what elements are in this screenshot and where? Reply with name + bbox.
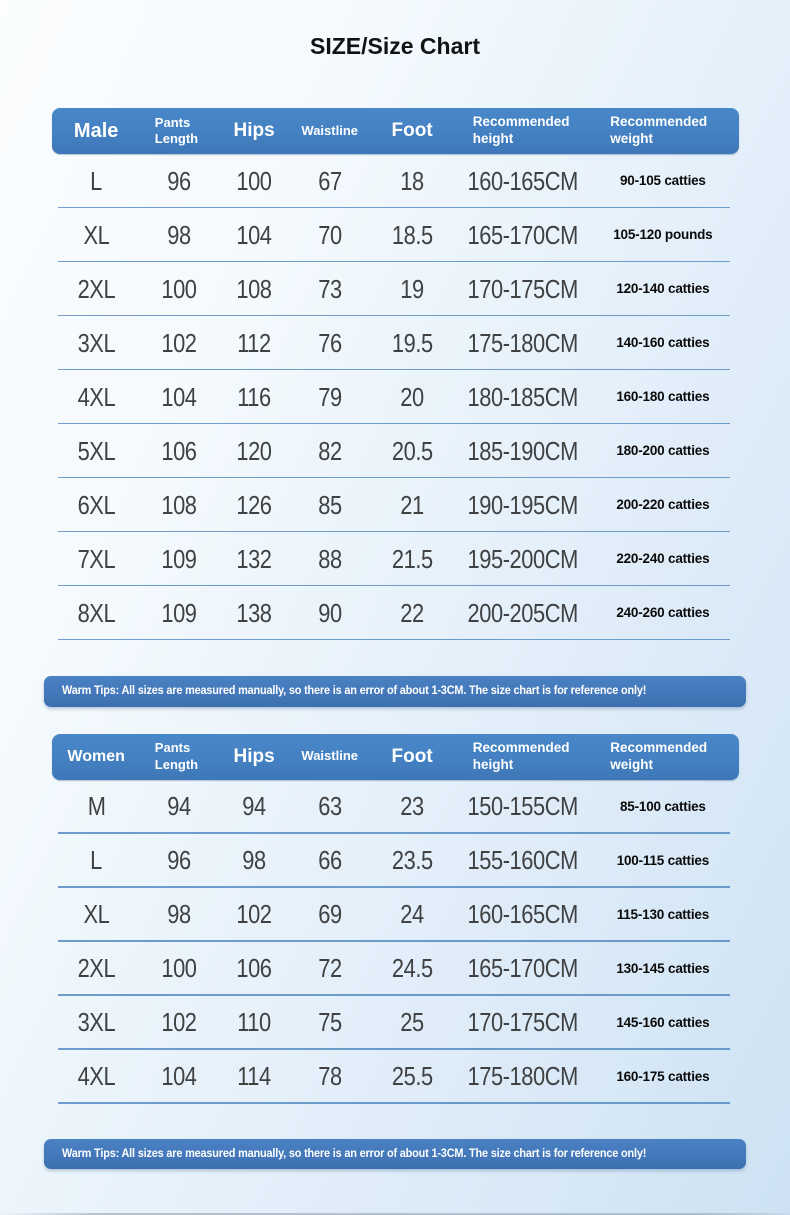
hips-cell [216,490,292,521]
cell-value: 138 [236,597,272,628]
pants-length-cell [141,490,217,521]
cell-value: 85 [317,489,342,520]
cell-value: XL [83,219,110,250]
hips-cell [216,845,292,876]
waistline-cell [292,220,368,251]
cell-value: 94 [242,791,266,822]
cell-value: 23.5 [391,845,433,876]
hips-cell [216,1007,292,1038]
cell-value: 114 [237,1061,271,1092]
column-header-label: Recommended height [472,739,570,772]
cell-value: 108 [160,489,197,520]
recommended-weight-cell [587,604,738,622]
cell-value: 76 [317,327,342,358]
cell-value: L [90,165,103,196]
cell-value: 155-160CM [467,845,578,876]
table-row [52,1050,739,1104]
table-row [52,262,739,316]
cell-value: 22 [400,597,424,628]
cell-value: 78 [317,1061,342,1092]
foot-cell [367,791,456,822]
column-header-label: Waistline [301,122,358,138]
cell-value: 94 [166,791,191,822]
waistline-cell [292,1061,368,1092]
cell-value: 102 [160,327,197,358]
weight-value: 220-240 catties [616,551,710,566]
pants-length-cell [141,382,217,413]
cell-value: 88 [317,543,342,574]
cell-value: 2XL [77,953,115,984]
recommended-height-cell [457,845,588,876]
cell-value: 106 [236,953,272,984]
size-cell [52,328,141,359]
pants-length-cell [141,166,217,197]
hips-cell [216,328,292,359]
cell-value: 106 [160,435,197,466]
weight-value: 140-160 catties [616,335,710,350]
size-cell [52,490,141,521]
cell-value: 4XL [77,1061,115,1092]
hips-cell [216,899,292,930]
pants-length-cell [141,328,217,359]
cell-value: 19 [400,273,424,304]
table-row [52,586,739,640]
recommended-height-cell [457,899,588,930]
cell-value: 69 [317,899,342,930]
recommended-height-cell [457,382,588,413]
cell-value: 160-165CM [467,165,578,196]
column-header-label: Hips [233,745,275,767]
cell-value: 132 [236,543,272,574]
weight-value: 85-100 catties [619,798,706,814]
pants-length-cell [141,1007,217,1038]
foot-cell [367,1007,456,1038]
weight-value: 160-175 catties [616,1068,710,1084]
column-header-label: Recommended weight [610,739,708,772]
size-cell [52,598,141,629]
recommended-weight-cell [587,906,738,924]
hips-cell [216,436,292,467]
weight-value: 105-120 pounds [613,227,713,242]
column-header-recommended-weight [587,114,738,148]
pants-length-cell [141,791,217,822]
cell-value: 3XL [77,1007,115,1038]
foot-cell [367,598,456,629]
waistline-cell [292,1007,368,1038]
weight-value: 200-220 catties [616,497,710,512]
waistline-cell [292,490,368,521]
column-header-size [52,119,141,144]
foot-cell [367,382,456,413]
cell-value: 18.5 [391,219,433,250]
cell-value: 23 [400,791,424,822]
column-header-label: Male [73,119,119,142]
cell-value: 24 [400,899,424,930]
warm-tips-text: Warm Tips: All sizes are measured manually, so there is an error of about 1-3CM. The size chart is for reference only! [62,1145,647,1160]
cell-value: 126 [236,489,272,520]
cell-value: 3XL [77,327,115,358]
table-row [52,208,739,262]
cell-value: 70 [317,219,342,250]
cell-value: 82 [317,435,342,466]
table-row [52,370,739,424]
size-cell [52,953,141,984]
cell-value: 25.5 [391,1061,433,1092]
column-header-recommended-height [457,740,588,774]
foot-cell [367,899,456,930]
male-table-body [52,154,739,640]
column-header-size [52,747,141,767]
waistline-cell [292,953,368,984]
size-cell [52,220,141,251]
cell-value: 20 [400,381,424,412]
size-cell [52,166,141,197]
warm-tips-text: Warm Tips: All sizes are measured manually, so there is an error of about 1-3CM. The size chart is for reference only! [62,683,647,697]
recommended-weight-cell [587,1014,738,1032]
cell-value: 180-185CM [467,381,578,412]
waistline-cell [292,166,368,197]
recommended-height-cell [457,220,588,251]
cell-value: 4XL [77,381,115,412]
column-header-waistline [292,748,368,764]
table-row [52,888,739,942]
table-row [52,834,739,888]
foot-cell [367,328,456,359]
column-header-hips [216,745,292,769]
column-header-pants-length [141,115,217,148]
cell-value: 90 [317,597,342,628]
column-header-foot [367,745,456,769]
cell-value: 200-205CM [467,597,578,628]
column-header-hips [216,119,292,143]
pants-length-cell [141,220,217,251]
cell-value: XL [83,899,110,930]
weight-value: 160-180 catties [616,389,710,404]
pants-length-cell [141,436,217,467]
waistline-cell [292,382,368,413]
cell-value: 170-175CM [467,273,578,304]
waistline-cell [292,328,368,359]
cell-value: 185-190CM [467,435,578,466]
cell-value: 100 [160,953,197,984]
cell-value: 73 [317,273,342,304]
hips-cell [216,953,292,984]
pants-length-cell [141,953,217,984]
foot-cell [367,1061,456,1092]
column-header-label: Hips [233,120,275,142]
cell-value: 109 [160,543,197,574]
recommended-height-cell [457,166,588,197]
cell-value: 98 [242,845,266,876]
recommended-weight-cell [587,280,738,298]
pants-length-cell [141,274,217,305]
cell-value: 96 [166,165,191,196]
cell-value: 165-170CM [467,219,578,250]
cell-value: 8XL [77,597,115,628]
size-cell [52,845,141,876]
foot-cell [367,490,456,521]
pants-length-cell [141,544,217,575]
cell-value: 160-165CM [467,899,578,930]
weight-value: 240-260 catties [616,605,710,620]
weight-value: 180-200 catties [616,443,710,458]
cell-value: 72 [317,953,342,984]
cell-value: 195-200CM [467,543,578,574]
cell-value: 165-170CM [467,953,578,984]
cell-value: 5XL [77,435,115,466]
page-title: SIZE/Size Chart [310,33,480,59]
column-header-pants-length [141,740,217,773]
women-size-table [52,734,739,1104]
table-row [52,780,739,834]
foot-cell [367,166,456,197]
column-header-label: Foot [391,745,433,767]
cell-value: 109 [160,597,197,628]
cell-value: 104 [160,381,197,412]
cell-value: 2XL [77,273,115,304]
cell-value: 19.5 [391,327,433,358]
recommended-height-cell [457,1007,588,1038]
pants-length-cell [141,598,217,629]
column-header-label: Pants Length [154,740,199,772]
weight-value: 115-130 catties [616,906,710,922]
foot-cell [367,845,456,876]
cell-value: 75 [317,1007,342,1038]
cell-value: 66 [317,845,342,876]
recommended-weight-cell [587,496,738,514]
waistline-cell [292,544,368,575]
column-header-label: Foot [391,120,433,142]
table-row [52,478,739,532]
weight-value: 90-105 catties [619,173,706,188]
size-cell [52,1007,141,1038]
cell-value: 20.5 [391,435,433,466]
cell-value: 170-175CM [467,1007,578,1038]
size-cell [52,899,141,930]
pants-length-cell [141,899,217,930]
hips-cell [216,791,292,822]
size-cell [52,274,141,305]
cell-value: 116 [237,381,271,412]
hips-cell [216,382,292,413]
foot-cell [367,544,456,575]
cell-value: 98 [166,899,191,930]
column-header-label: Recommended height [472,114,570,146]
column-header-label: Women [67,747,125,765]
foot-cell [367,274,456,305]
cell-value: 6XL [77,489,115,520]
women-table-body [52,780,739,1104]
weight-value: 120-140 catties [616,281,710,296]
recommended-height-cell [457,598,588,629]
table-row [52,154,739,208]
cell-value: 110 [237,1007,271,1038]
cell-value: 25 [400,1007,424,1038]
size-cell [52,544,141,575]
cell-value: 21.5 [391,543,433,574]
cell-value: 175-180CM [467,1061,578,1092]
column-header-label: Waistline [301,748,358,764]
recommended-weight-cell [587,442,738,460]
recommended-weight-cell [587,226,738,244]
cell-value: 18 [400,165,424,196]
male-table-header-row [52,108,739,154]
cell-value: 102 [160,1007,197,1038]
cell-value: 108 [236,273,272,304]
column-header-recommended-height [457,114,588,148]
cell-value: 7XL [77,543,115,574]
women-table-header-row [52,734,739,780]
waistline-cell [292,436,368,467]
cell-value: 100 [160,273,197,304]
size-cell [52,382,141,413]
recommended-weight-cell [587,388,738,406]
warm-tips-banner-male [44,676,746,707]
cell-value: 98 [166,219,191,250]
hips-cell [216,166,292,197]
cell-value: 79 [317,381,342,412]
column-header-label: Pants Length [154,114,199,146]
column-header-foot [367,119,456,143]
weight-value: 145-160 catties [616,1014,710,1030]
cell-value: L [90,845,103,876]
size-cell [52,791,141,822]
recommended-height-cell [457,274,588,305]
waistline-cell [292,899,368,930]
recommended-height-cell [457,328,588,359]
pants-length-cell [141,1061,217,1092]
hips-cell [216,544,292,575]
cell-value: 104 [236,219,272,250]
waistline-cell [292,274,368,305]
waistline-cell [292,791,368,822]
recommended-weight-cell [587,852,738,870]
recommended-weight-cell [587,550,738,568]
size-cell [52,436,141,467]
recommended-height-cell [457,953,588,984]
size-cell [52,1061,141,1092]
recommended-height-cell [457,544,588,575]
cell-value: 102 [236,899,272,930]
weight-value: 100-115 catties [616,852,710,868]
table-row [52,942,739,996]
column-header-waistline [292,123,368,139]
cell-value: 63 [317,791,342,822]
cell-value: 190-195CM [467,489,578,520]
recommended-height-cell [457,490,588,521]
hips-cell [216,1061,292,1092]
foot-cell [367,436,456,467]
table-row [52,424,739,478]
cell-value: 67 [317,165,342,196]
weight-value: 130-145 catties [616,960,710,976]
warm-tips-banner-women [44,1139,746,1170]
recommended-weight-cell [587,1068,738,1086]
waistline-cell [292,845,368,876]
cell-value: 175-180CM [467,327,578,358]
cell-value: 120 [236,435,272,466]
cell-value: 21 [400,489,424,520]
hips-cell [216,598,292,629]
cell-value: 96 [166,845,191,876]
hips-cell [216,220,292,251]
male-size-table [52,108,739,640]
cell-value: 112 [237,327,271,358]
column-header-label: Recommended weight [610,114,708,146]
table-row [52,316,739,370]
cell-value: 100 [236,165,272,196]
column-header-recommended-weight [587,740,738,774]
recommended-height-cell [457,436,588,467]
recommended-weight-cell [587,798,738,816]
table-row [52,996,739,1050]
table-row [52,532,739,586]
cell-value: M [87,791,106,822]
cell-value: 24.5 [391,953,433,984]
cell-value: 104 [160,1061,197,1092]
recommended-height-cell [457,791,588,822]
pants-length-cell [141,845,217,876]
foot-cell [367,953,456,984]
foot-cell [367,220,456,251]
cell-value: 150-155CM [467,791,578,822]
recommended-weight-cell [587,960,738,978]
waistline-cell [292,598,368,629]
hips-cell [216,274,292,305]
recommended-weight-cell [587,334,738,352]
recommended-height-cell [457,1061,588,1092]
recommended-weight-cell [587,172,738,190]
